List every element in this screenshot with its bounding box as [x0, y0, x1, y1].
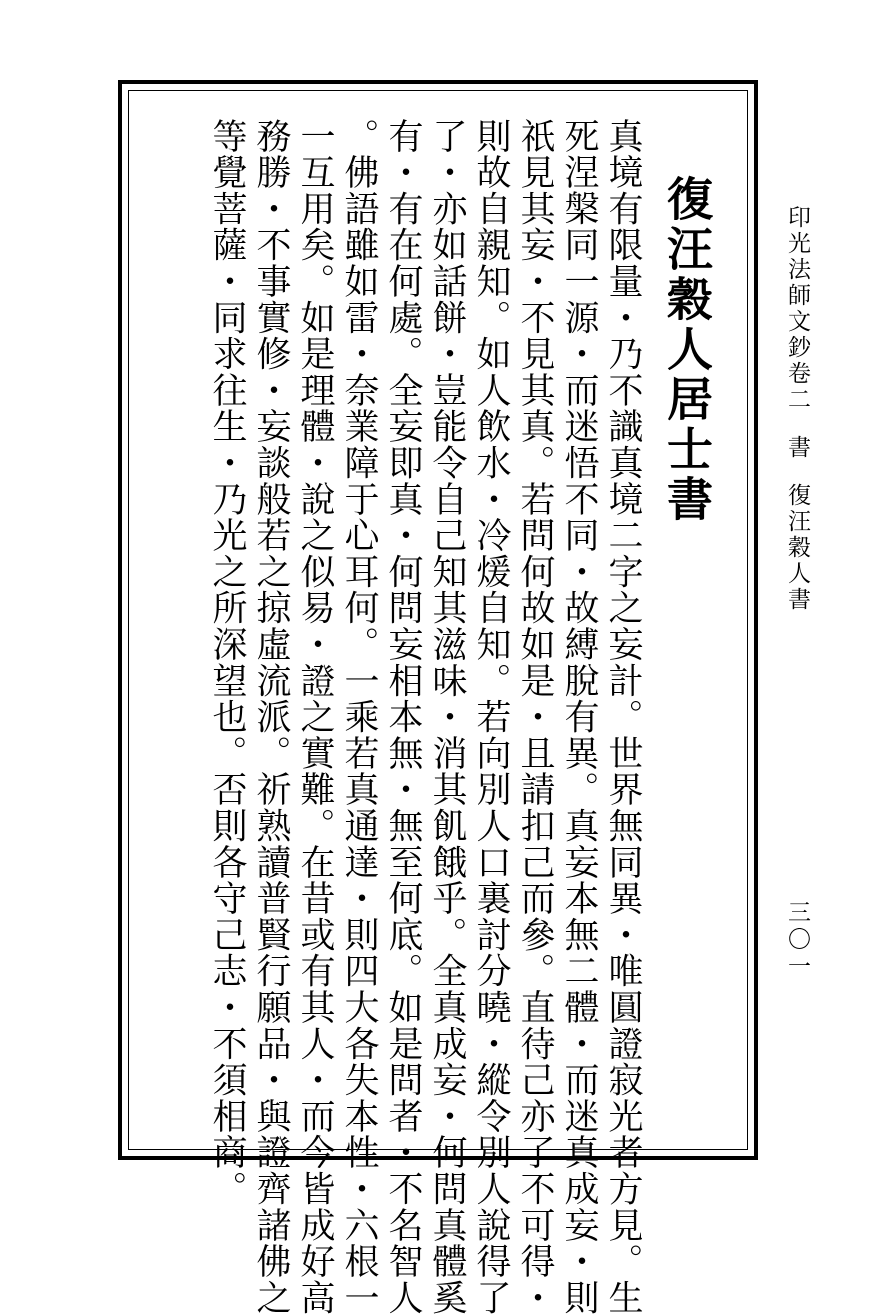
- text-column-9: 務勝・不事實修・妄談般若之掠虛流派。祈熟讀普賢行願品・與證齊諸佛之: [251, 118, 291, 1316]
- page-number: 三〇一: [784, 900, 810, 981]
- text-column-6: 有・有在何處。全妄即真・何問妄相本無・無至何底。如是問者・不名智人: [383, 118, 423, 1316]
- text-column-4: 則故自親知。如人飲水・冷煖自知。若向別人口裏討分曉・縱令別人說得了: [471, 118, 511, 1316]
- text-column-1: 真境有限量・乃不識真境二字之妄計。世界無同異・唯圓證寂光者方見。生: [603, 118, 643, 1316]
- text-column-7: 。佛語雖如雷・奈業障于心耳何。一乘若真通達・則四大各失本性・六根一: [339, 118, 379, 1316]
- header-chapter: 復汪穀人書: [784, 483, 810, 613]
- running-header: [785, 205, 808, 613]
- header-book-title: 印光法師文鈔卷二: [784, 205, 810, 413]
- text-column-8: 一互用矣。如是理體・說之似易・證之實難。在昔或有其人・而今皆成好高: [295, 118, 335, 1316]
- text-column-2: 死涅槃同一源・而迷悟不同・故縛脫有異。真妄本無二體・而迷真成妄・則: [559, 118, 599, 1316]
- text-column-5: 了・亦如話餅・豈能令自己知其滋味・消其飢餓乎。全真成妄・何問真體奚: [427, 118, 467, 1316]
- letter-title: 復汪穀人居士書: [660, 175, 714, 525]
- text-column-3: 祇見其妄・不見其真。若問何故如是・且請扣己而參。直待己亦了不可得・: [515, 118, 555, 1316]
- text-column-10: 等覺菩薩・同求往生・乃光之所深望也。否則各守己志・不須相商。: [207, 118, 247, 1207]
- header-section: 書: [784, 435, 810, 461]
